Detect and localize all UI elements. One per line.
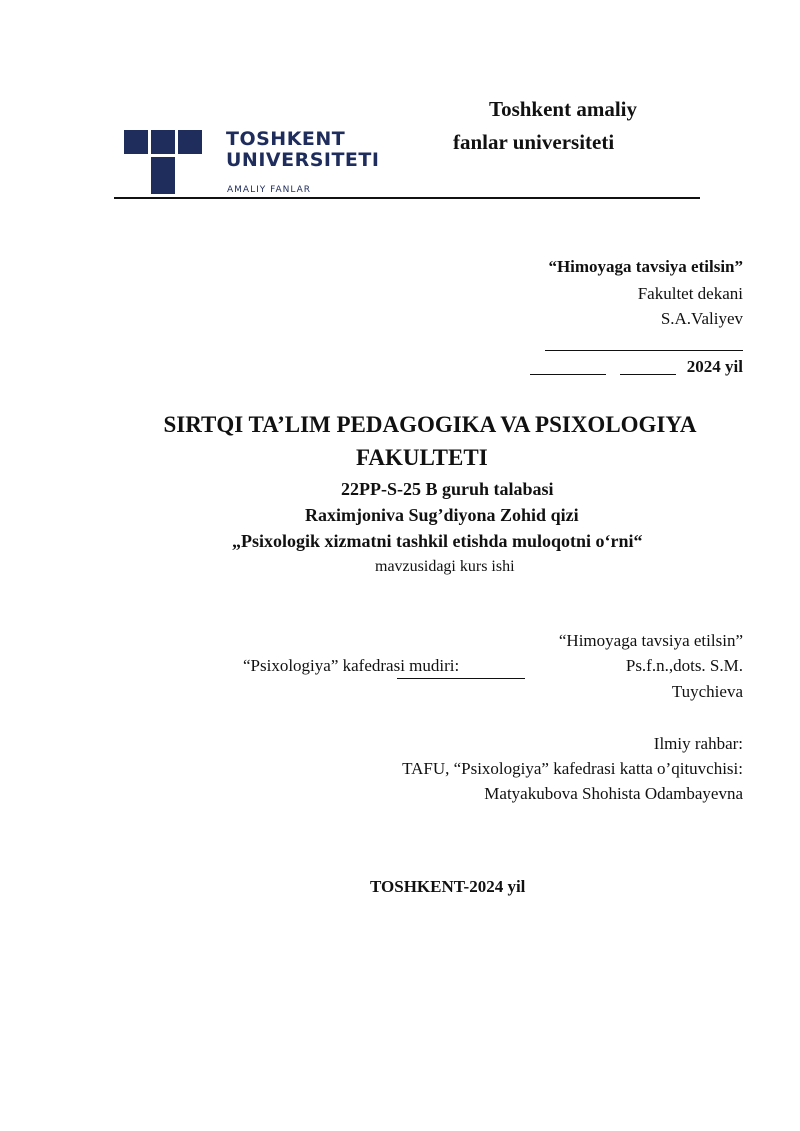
dept-head-label: “Psixologiya” kafedrasi mudiri: (243, 656, 460, 675)
faculty-line1: SIRTQI TA’LIM PEDAGOGIKA VA PSIXOLOGIYA (163, 412, 697, 437)
student-name: Raximjoniva Sug’diyona Zohid qizi (305, 505, 579, 525)
supervisor-position: TAFU, “Psixologiya” kafedrasi katta o’qituvchisi: (402, 759, 743, 778)
logo-square (151, 130, 175, 154)
logo-text-line1: TOSHKENT (226, 128, 346, 150)
logo-square (151, 171, 175, 194)
student-group: 22PP-S-25 B guruh talabasi (341, 479, 554, 499)
dept-approval-heading: “Himoyaga tavsiya etilsin” (558, 631, 743, 650)
header-title-line1: Toshkent amaliy (489, 97, 638, 121)
footer-city-year: TOSHKENT-2024 yil (370, 877, 526, 896)
approval-heading (548, 257, 743, 277)
approval-name: S.A.Valiyev (660, 309, 743, 328)
header-title-line2: fanlar universiteti (453, 130, 615, 154)
logo-text-line3: AMALIY FANLAR (227, 185, 311, 195)
work-type: mavzusidagi kurs ishi (375, 558, 515, 575)
logo-text-line2: UNIVERSITETI (226, 149, 380, 171)
approval-heading-text: “Himoyaga tavsiya etilsin” (548, 257, 743, 276)
date-day-line (530, 374, 606, 375)
logo-square (124, 130, 148, 154)
signature-line (545, 350, 743, 351)
supervisor-name: Matyakubova Shohista Odambayevna (484, 784, 743, 803)
dept-head-name: Tuychieva (671, 682, 743, 701)
approval-date-year: 2024 yil (686, 357, 743, 376)
date-month-line (620, 374, 676, 375)
supervisor-label: Ilmiy rahbar: (653, 734, 743, 753)
header-divider (114, 197, 700, 199)
dept-head-title: Ps.f.n.,dots. S.M. (625, 656, 743, 675)
dept-head-signature-line (397, 678, 525, 679)
logo-square (178, 130, 202, 154)
course-topic: „Psixologik xizmatni tashkil etishda muloqotni o‘rni“ (232, 531, 643, 551)
faculty-line2: FAKULTETI (356, 445, 488, 470)
approval-role: Fakultet dekani (637, 284, 743, 303)
